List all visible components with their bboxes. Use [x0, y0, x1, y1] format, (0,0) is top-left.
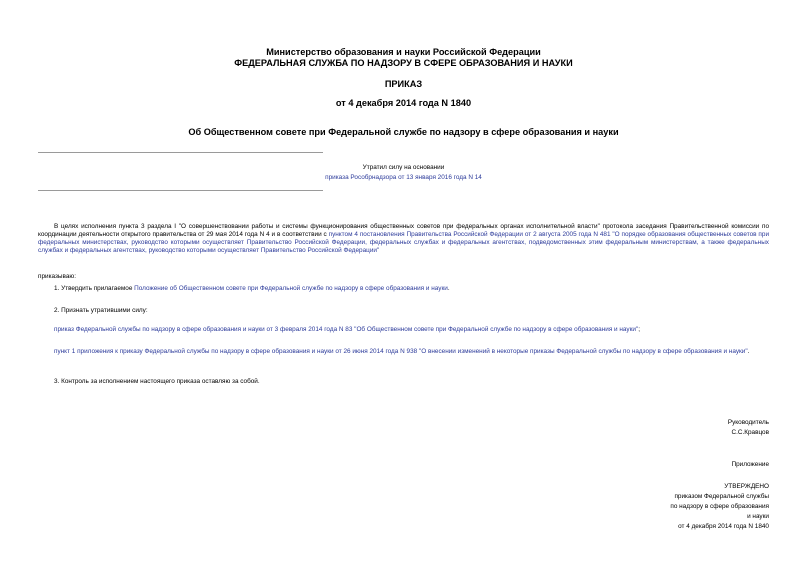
preamble-text: В целях исполнения пункта 3 раздела I "О совершенствовании работы и системы функционирования общественных советов при федеральных органах исполнительной власти" протокола заседания Правительственной комиссии по координации деятельности открытого правительства от 29 мая 2014 года N 4 и в соответствии с [38, 223, 769, 238]
repeal-order-link[interactable]: приказа Рособрнадзора от 13 января 2016 года N 14 [325, 174, 482, 181]
order-word: приказываю: [38, 273, 76, 280]
order-938-link[interactable]: пункт 1 приложения к приказу Федеральной службы по надзору в сфере образования и науки от 26 июня 2014 года N 938 "О внесении изменений в некоторые приказы Федеральной службы по надзору в сфере образования и науки" [54, 348, 748, 355]
item-1 [54, 285, 769, 293]
status-note-line: Утратил силу на основании [362, 164, 445, 171]
service-line: ФЕДЕРАЛЬНАЯ СЛУЖБА ПО НАДЗОРУ В СФЕРЕ ОБРАЗОВАНИЯ И НАУКИ [234, 58, 573, 68]
doc-title: Об Общественном совете при Федеральной службе по надзору в сфере образования и науки [188, 127, 619, 137]
preamble-paragraph [38, 223, 769, 255]
order-83-link[interactable]: приказ Федеральной службы по надзору в сфере образования и науки от 3 февраля 2014 года N 83 "Об Общественном совете при Федеральной службе по надзору в сфере образования и науки" [54, 326, 639, 333]
divider-bottom [38, 190, 323, 191]
item-2a [54, 326, 769, 334]
ministry-line: Министерство образования и науки Российской Федерации [266, 47, 541, 57]
item-2a-end: ; [638, 326, 641, 333]
appendix-label: Приложение [731, 461, 769, 468]
item-2b [38, 348, 769, 356]
item-2b-end: . [747, 348, 750, 355]
item-2: 2. Признать утратившими силу: [54, 307, 148, 314]
preamble-link-resolution[interactable]: постановления Правительства Российской Федерации от 2 августа 2005 года N 481 "О порядке образования общественных советов при федеральных министерствах, руководство которыми осуществляет Правительство Российской Федерации, федеральных службах и федеральных агентствах, подведомственных этим федеральным министерствам, а также федеральных службах и федеральных агентствах, руководство которыми осуществляет Правительство Российской Федерации" [38, 231, 770, 254]
appendix-line-1: приказом Федеральной службы [674, 493, 769, 500]
appendix-line-3: и науки [747, 513, 769, 520]
item-1-text: 1. Утвердить прилагаемое [54, 285, 135, 292]
appendix-line-2: по надзору в сфере образования [670, 503, 769, 510]
item-3: 3. Контроль за исполнением настоящего приказа оставляю за собой. [54, 378, 260, 385]
regulation-link[interactable]: Положение об Общественном совете при Федеральной службе по надзору в сфере образования и науки [134, 285, 448, 292]
divider-top [38, 152, 323, 153]
status-note-link-row [0, 174, 807, 182]
signature-role: Руководитель [727, 419, 769, 426]
doc-type: ПРИКАЗ [384, 79, 423, 89]
signature-name: С.С.Кравцов [731, 429, 769, 436]
item-1-end: . [447, 285, 450, 292]
doc-date-number: от 4 декабря 2014 года N 1840 [335, 98, 472, 108]
appendix-approved: УТВЕРЖДЕНО [724, 483, 769, 490]
preamble-link-point4[interactable]: пунктом 4 [328, 231, 358, 238]
appendix-line-4: от 4 декабря 2014 года N 1840 [678, 523, 769, 530]
